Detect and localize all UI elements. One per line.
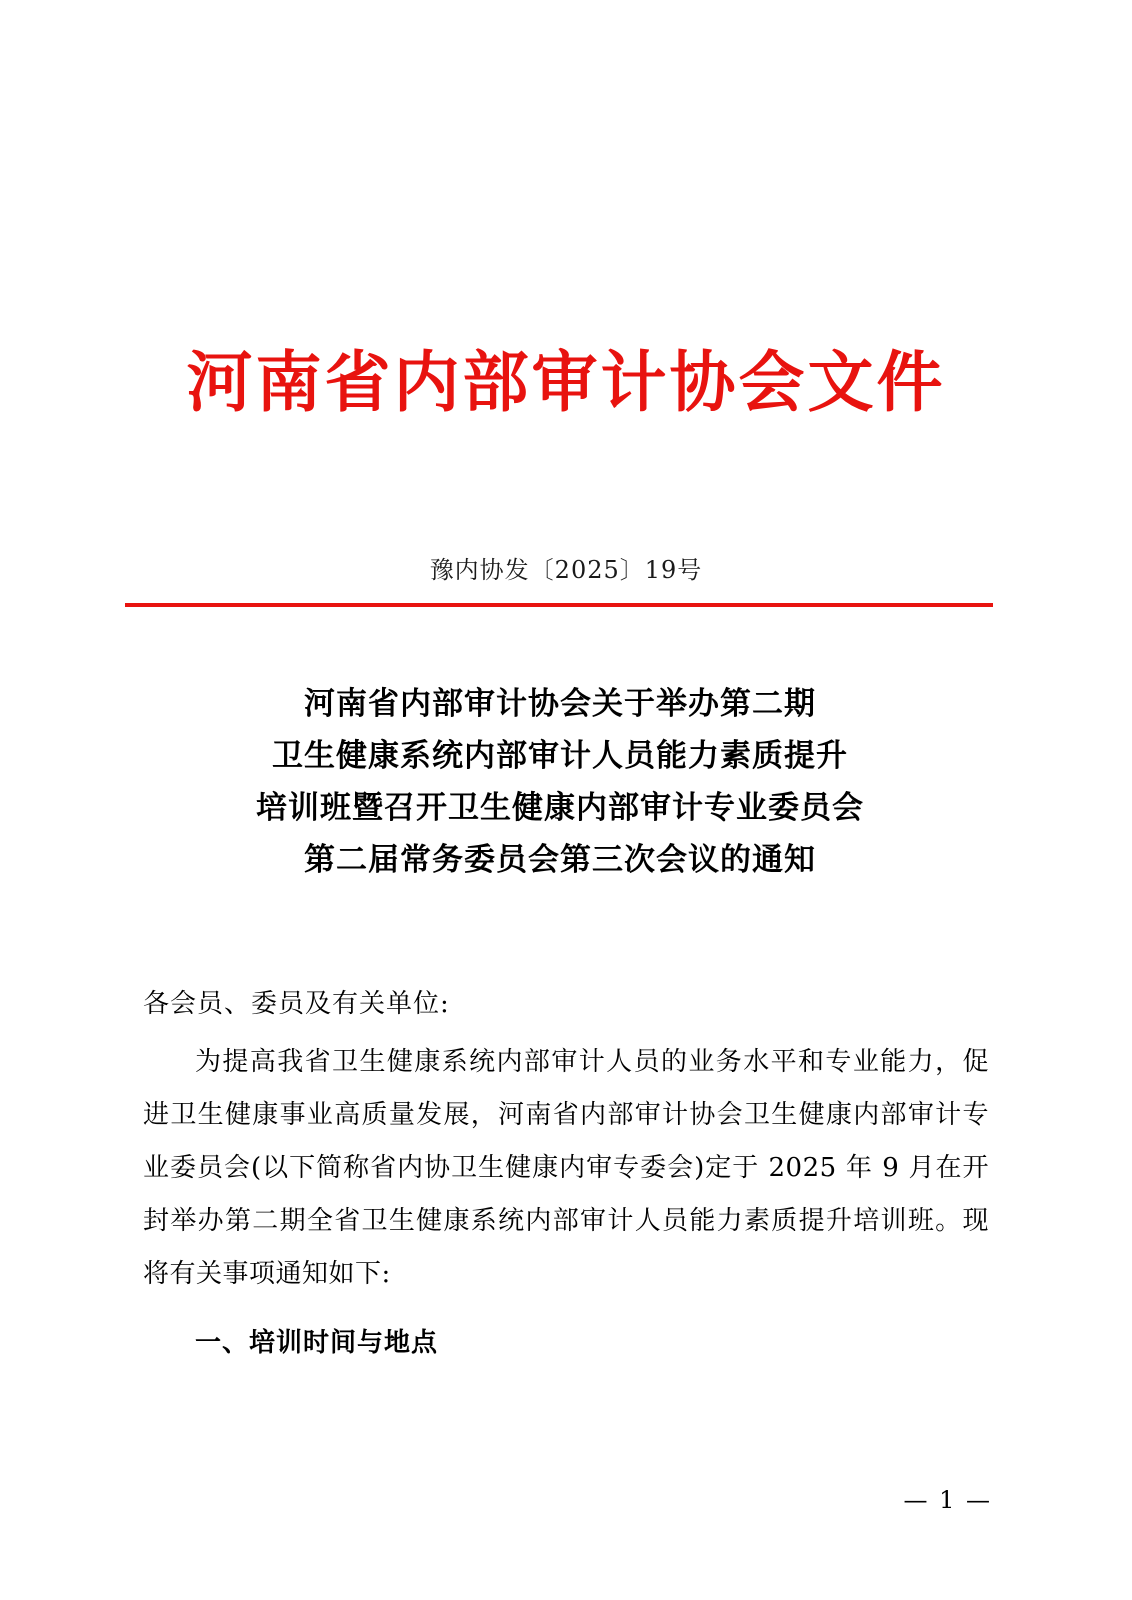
- document-number: 豫内协发〔2025〕19号: [429, 556, 703, 584]
- body-paragraph-1: 为提高我省卫生健康系统内部审计人员的业务水平和专业能力，促进卫生健康事业高质量发展，河南省内部审计协会卫生健康内部审计专业委员会(以下简称省内协卫生健康内审专委会)定于 2025 年 9 月在开封举办第二期全省卫生健康系统内部审计人员能力素质提升培训班。现将有关事项通知如下:: [143, 1047, 989, 1289]
- title-line-2: 卫生健康系统内部审计人员能力素质提升: [272, 738, 848, 774]
- title-line-4: 第二届常务委员会第三次会议的通知: [304, 842, 816, 878]
- salutation: 各会员、委员及有关单位:: [143, 989, 450, 1019]
- masthead-title: 河南省内部审计协会文件: [186, 344, 946, 421]
- page-number: — 1 —: [903, 1486, 992, 1514]
- document-body: [143, 980, 989, 1370]
- title-line-3: 培训班暨召开卫生健康内部审计专业委员会: [256, 790, 864, 826]
- section-heading-1: 一、培训时间与地点: [195, 1328, 439, 1358]
- masthead: [0, 345, 1132, 421]
- title-line-1: 河南省内部审计协会关于举办第二期: [304, 686, 816, 722]
- red-divider-rule: [125, 603, 993, 607]
- document-title: [150, 678, 970, 886]
